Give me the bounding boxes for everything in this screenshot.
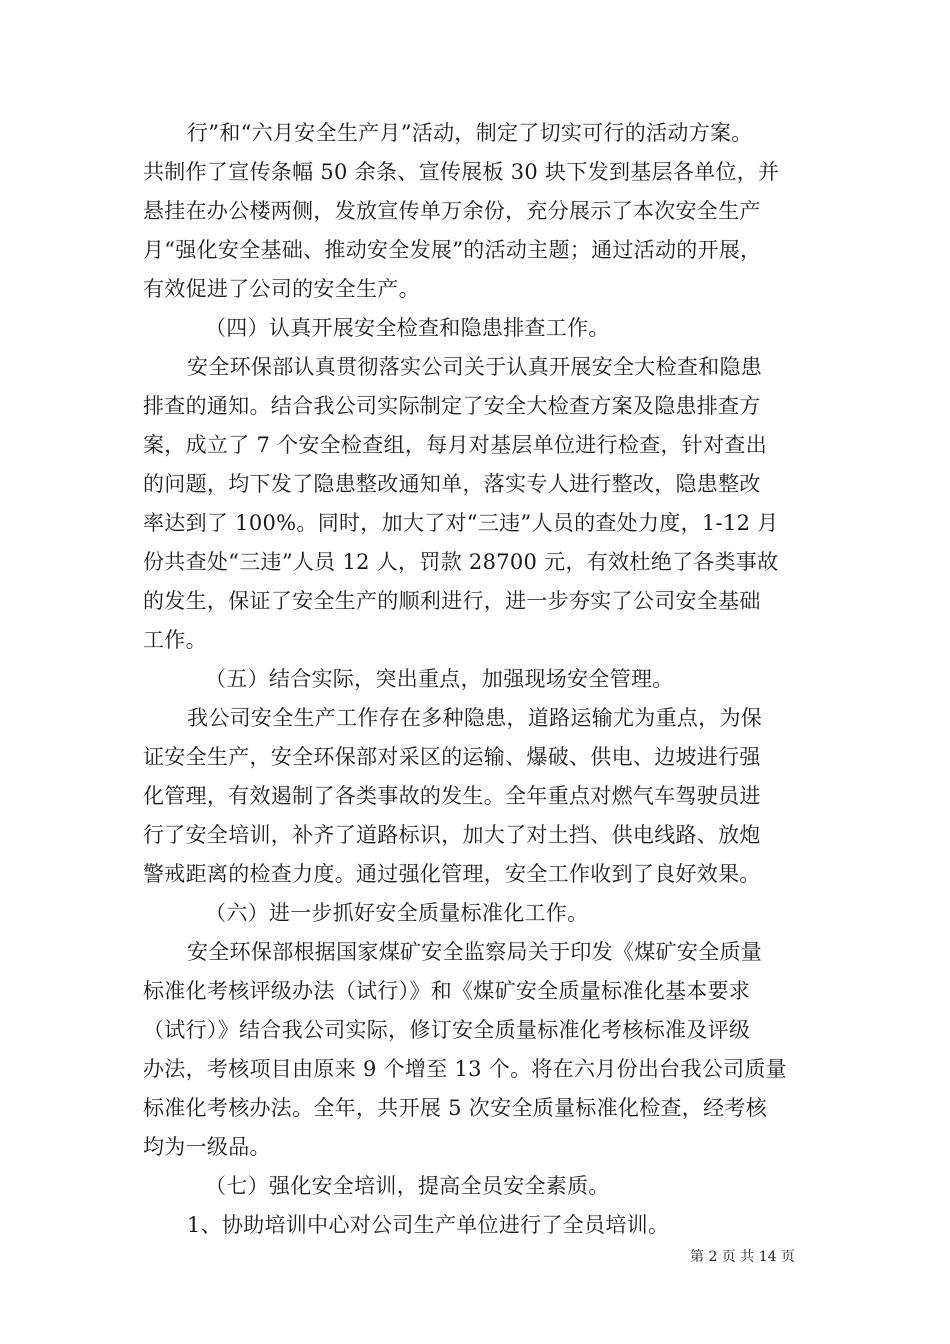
paragraph-line: （试行）》结合我公司实际，修订安全质量标准化考核标准及评级 <box>143 1018 751 1042</box>
paragraph-line: 率达到了 100%。同时，加大了对“三违”人员的查处力度，1-12 月 <box>143 511 779 535</box>
paragraph-line: 的问题，均下发了隐患整改通知单，落实专人进行整改，隐患整改 <box>143 472 761 496</box>
paragraph-line: 均为一级品。 <box>143 1135 271 1159</box>
paragraph-line: 1、协助培训中心对公司生产单位进行了全员培训。 <box>187 1213 670 1237</box>
section-heading: （五）结合实际，突出重点，加强现场安全管理。 <box>205 667 674 691</box>
document-body <box>143 114 823 1245</box>
paragraph-line: 工作。 <box>143 628 207 652</box>
paragraph-line: 的发生，保证了安全生产的顺利进行，进一步夯实了公司安全基础 <box>143 589 761 613</box>
paragraph-line: 标准化考核办法。全年，共开展 5 次安全质量标准化检查，经考核 <box>143 1096 768 1120</box>
paragraph-line: 有效促进了公司的安全生产。 <box>143 277 420 301</box>
paragraph-line: 证安全生产，安全环保部对采区的运输、爆破、供电、边坡进行强 <box>143 745 761 769</box>
paragraph-line: 标准化考核评级办法（试行）》和《煤矿安全质量标准化基本要求 <box>143 979 751 1003</box>
paragraph-line: 化管理，有效遏制了各类事故的发生。全年重点对燃气车驾驶员进 <box>143 784 761 808</box>
paragraph-line: 行”和“六月安全生产月”活动，制定了切实可行的活动方案。 <box>187 121 753 145</box>
paragraph-line: 排查的通知。结合我公司实际制定了安全大检查方案及隐患排查方 <box>143 394 761 418</box>
page-number: 第 2 页 共 14 页 <box>690 1249 795 1265</box>
section-heading: （四）认真开展安全检查和隐患排查工作。 <box>205 316 610 340</box>
paragraph-line: 共制作了宣传条幅 50 余条、宣传展板 30 块下发到基层各单位，并 <box>143 160 780 184</box>
paragraph-line: 悬挂在办公楼两侧，发放宣传单万余份，充分展示了本次安全生产 <box>143 199 761 223</box>
paragraph-line: 我公司安全生产工作存在多种隐患，道路运输尤为重点，为保 <box>187 706 763 730</box>
paragraph-line: 办法，考核项目由原来 9 个增至 13 个。将在六月份出台我公司质量 <box>143 1057 787 1081</box>
paragraph-line: 月“强化安全基础、推动安全发展”的活动主题；通过活动的开展， <box>143 238 762 262</box>
paragraph-line: 案，成立了 7 个安全检查组，每月对基层单位进行检查，针对查出 <box>143 433 768 457</box>
section-heading: （六）进一步抓好安全质量标准化工作。 <box>205 901 589 925</box>
paragraph-line: 安全环保部认真贯彻落实公司关于认真开展安全大检查和隐患 <box>187 355 763 379</box>
paragraph-line: 警戒距离的检查力度。通过强化管理，安全工作收到了良好效果。 <box>143 862 761 886</box>
paragraph-line: 安全环保部根据国家煤矿安全监察局关于印发《煤矿安全质量 <box>187 940 763 964</box>
section-heading: （七）强化安全培训，提高全员安全素质。 <box>205 1174 610 1198</box>
paragraph-line: 行了安全培训，补齐了道路标识，加大了对土挡、供电线路、放炮 <box>143 823 761 847</box>
paragraph-line: 份共查处“三违”人员 12 人，罚款 28700 元，有效杜绝了各类事故 <box>143 550 779 574</box>
